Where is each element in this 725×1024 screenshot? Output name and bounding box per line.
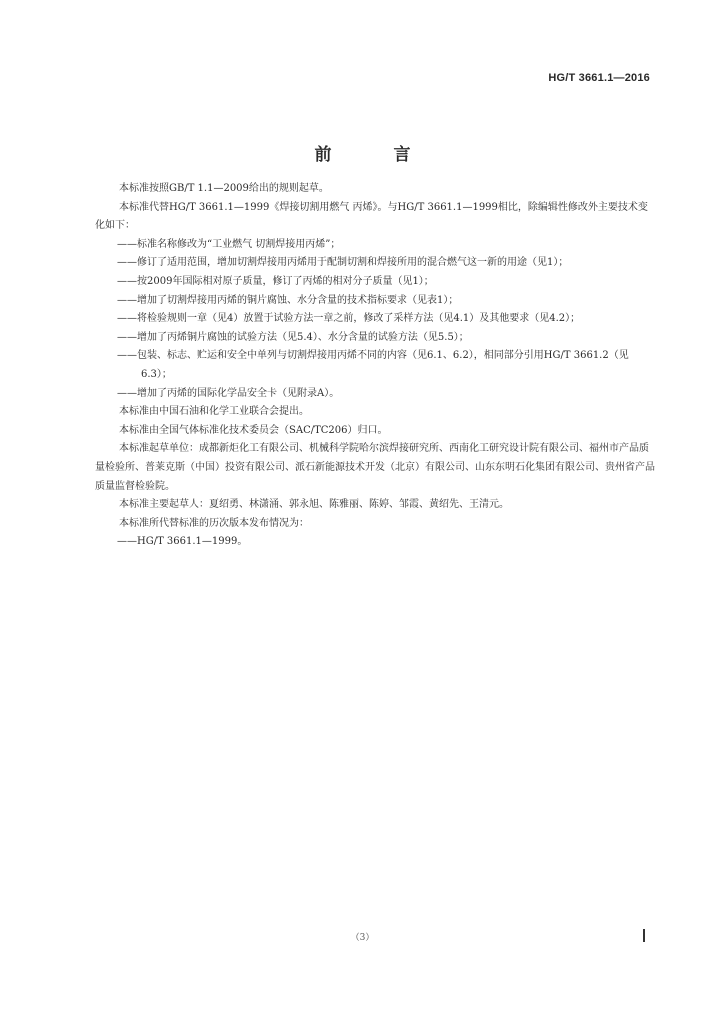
list-item: ——包装、标志、贮运和安全中单列与切割焊接用丙烯不同的内容（见6.1、6.2），相同部分引用HG/T 3661.2（见6.3）；: [117, 350, 629, 380]
list-item: ——HG/T 3661.1—1999。: [117, 536, 248, 548]
list-item: ——增加了丙烯铜片腐蚀的试验方法（见5.4）、水分含量的试验方法（见5.5）；: [117, 331, 469, 343]
paragraph: 本标准起草单位：成都新炬化工有限公司、机械科学院哈尔滨焊接研究所、西南化工研究设计院有限公司、福州市产品质量检验所、普莱克斯（中国）投资有限公司、派石新能源技术开发（北京）有限公司、山东东明石化集团有限公司、贵州省产品质量监督检验院。: [95, 443, 655, 492]
list-item: ——标准名称修改为“工业燃气 切割焊接用丙烯”；: [117, 238, 341, 250]
list-item: ——按2009年国际相对原子质量，修订了丙烯的相对分子质量（见1）；: [117, 275, 434, 287]
paragraph: 本标准代替HG/T 3661.1—1999《焊接切割用燃气 丙烯》。与HG/T 3661.1—1999相比，除编辑性修改外主要技术变化如下：: [95, 201, 648, 232]
paragraph: 本标准由中国石油和化学工业联合会提出。: [119, 406, 309, 418]
page-title: 前 言: [314, 145, 439, 165]
paragraph: 本标准由全国气体标准化技术委员会（SAC/TC206）归口。: [119, 424, 388, 436]
crop-mark: [643, 929, 645, 942]
paragraph: 本标准所代替标准的历次版本发布情况为：: [119, 517, 309, 529]
page-number: （3）: [350, 933, 375, 943]
list-item: ——修订了适用范围，增加切割焊接用丙烯用于配制切割和焊接所用的混合燃气这一新的用途（见1）；: [117, 257, 569, 269]
standard-code: HG/T 3661.1—2016: [548, 72, 650, 84]
list-item: ——增加了切割焊接用丙烯的铜片腐蚀、水分含量的技术指标要求（见表1）；: [117, 294, 459, 306]
paragraph: 本标准按照GB/T 1.1—2009给出的规则起草。: [119, 183, 329, 194]
foreword-body: [95, 180, 655, 552]
list-item: ——将检验规则一章（见4）放置于试验方法一章之前，修改了采样方法（见4.1）及其他要求（见4.2）；: [117, 313, 581, 325]
list-item: ——增加了丙烯的国际化学品安全卡（见附录A）。: [117, 387, 340, 399]
paragraph: 本标准主要起草人：夏绍勇、林潇涌、郭永旭、陈雅丽、陈婷、邹霞、黄绍先、王清元。: [119, 499, 509, 511]
